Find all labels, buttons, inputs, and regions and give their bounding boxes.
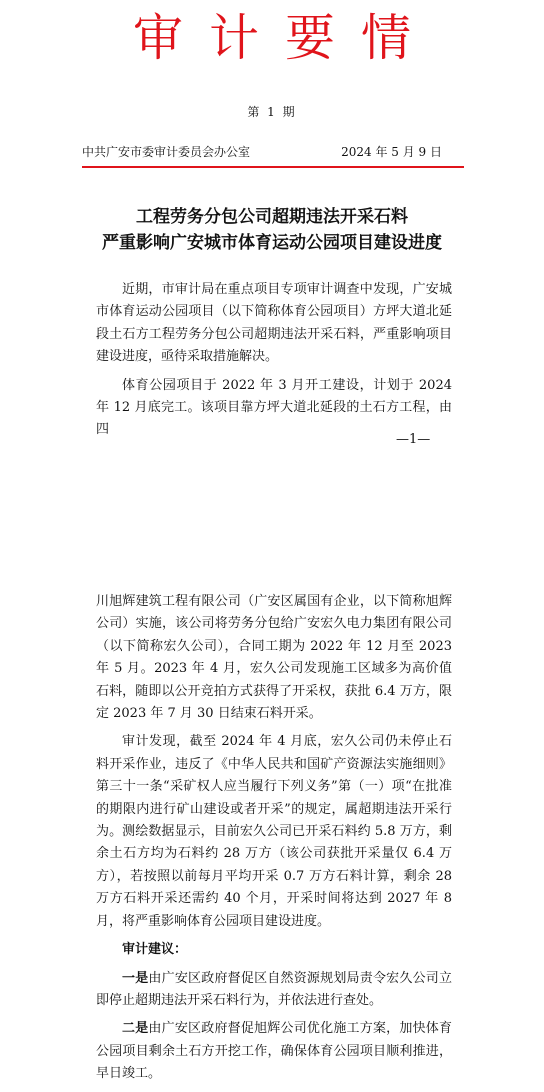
masthead-title: 审计要情 (133, 9, 437, 67)
page1-body (96, 279, 452, 448)
page1-paragraph: 体育公园项目于 2022 年 3 月开工建设，计划于 2024 年 12 月底完工。该项目靠方坪大道北延段的土石方工程，由四 (96, 377, 452, 438)
suggestion-text: 由广安区政府督促旭辉公司优化施工方案，加快体育公园项目剩余土石方开挖工作，确保体育公园项目顺利推进，早日竣工。 (96, 1021, 452, 1082)
issuing-office: 中共广安市委审计委员会办公室 (82, 145, 251, 159)
page-number: —1— (396, 432, 431, 447)
page1-paragraph: 近期，市审计局在重点项目专项审计调查中发现，广安城市体育运动公园项目（以下简称体育公园项目）方坪大道北延段土石方工程劳务分包公司超期违法开采石料，严重影响项目建设进度，亟待采取措施解决。 (96, 282, 452, 365)
title-line-1: 工程劳务分包公司超期违法开采石料 (136, 207, 408, 227)
page2-body (96, 591, 452, 1092)
suggestion-lead: 二是 (122, 1021, 149, 1037)
suggestion-lead: 一是 (122, 970, 149, 986)
red-divider (82, 166, 464, 168)
issue-date: 2024 年 5 月 9 日 (341, 145, 442, 159)
suggestion-text: 由广安区政府督促区自然资源规划局责令宏久公司立即停止超期违法开采石料行为，并依法进行查处。 (96, 970, 452, 1008)
title-line-2: 严重影响广安城市体育运动公园项目建设进度 (102, 233, 442, 253)
document-title (0, 204, 544, 256)
page2-paragraph: 审计发现，截至 2024 年 4 月底，宏久公司仍未停止石料开采作业，违反了《中华人民共和国矿产资源法实施细则》第三十一条“采矿权人应当履行下列义务”第（一）项“在批准的期限内进行矿山建设或者开采”的规定，属超期违法开采行为。测绘数据显示，目前宏久公司已开采石料约 5.8 万方，剩余土石方均为石料约 28 万方（该公司获批开采量仅 6.4 万方），若按照以前每月平均开采 0.7 万方石料计算，剩余 28 万方石料开采还需约 40 个月，开采时间将达到 2027 年 8 月，将严重影响体育公园项目建设进度。 (96, 734, 452, 929)
suggestion-item (96, 1018, 452, 1085)
suggestions-heading: 审计建议： (122, 942, 188, 958)
suggestion-item (96, 968, 452, 1013)
issue-number: 第 1 期 (247, 105, 297, 119)
page2-paragraph: 川旭辉建筑工程有限公司（广安区属国有企业，以下简称旭辉公司）实施，该公司将劳务分包给广安宏久电力集团有限公司（以下简称宏久公司），合同工期为 2022 年 12 月至 2023 年 5 月。2023 年 4 月，宏久公司发现施工区域多为高价值石料，随即以公开竞拍方式获得了开采权，获批 6.4 万方，限定 2023 年 7 月 30 日结束石料开采。 (96, 594, 452, 722)
